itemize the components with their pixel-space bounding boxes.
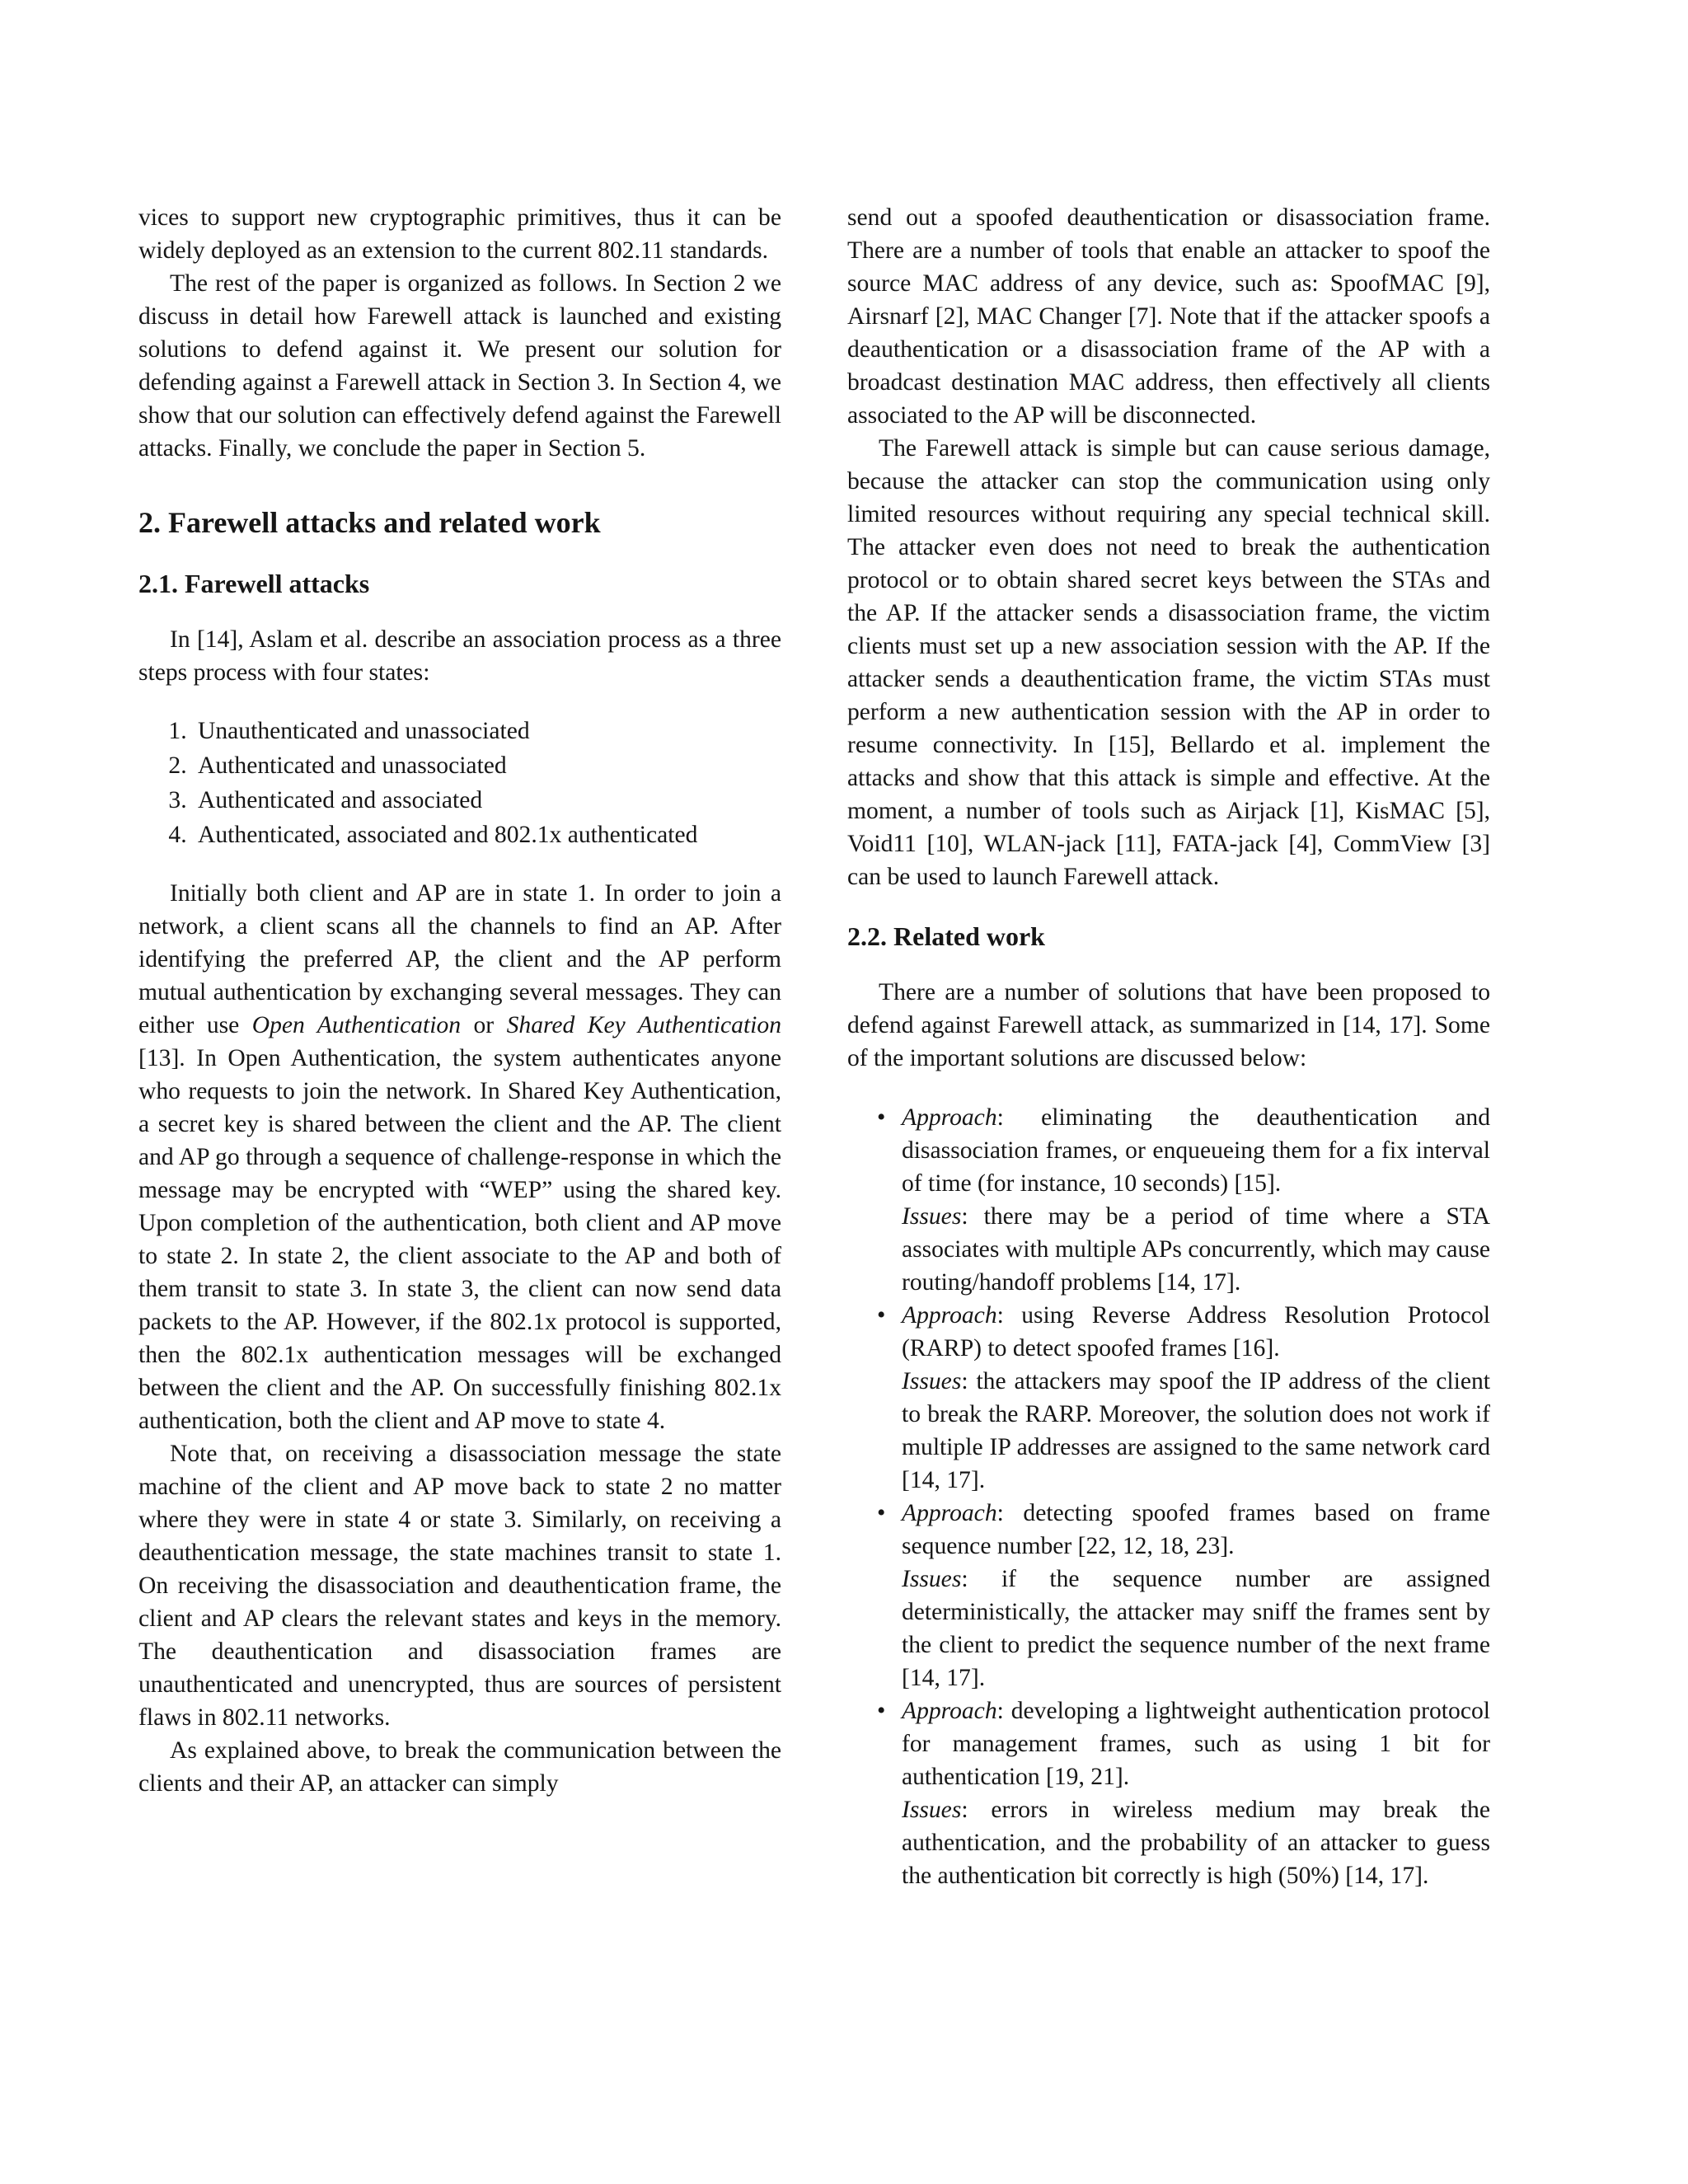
text-run: [13]. In Open Authentication, the system authenticates anyone who requests to join the network. In Shared Key Authentication, a secret key is shared between the client and the AP. The client and AP go through a sequence of challenge-response in which the message may be encrypted with “WEP” using the shared key. Upon completion of the authentication, both client and AP move to state 2. In state 2, the client associate to the AP and both of them transit to state 3. In state 3, the client can now send data packets to the AP. However, if the 802.1x protocol is supported, then the 802.1x authentication messages will be exchanged between the client and the AP. On successfully finishing 802.1x authentication, both the client and AP move to state 4. [138, 1045, 781, 1434]
list-item: 4. Authenticated, associated and 802.1x authenticated [193, 818, 781, 852]
approach-body: : using Reverse Address Resolution Protocol (RARP) to detect spoofed frames [16]. [902, 1302, 1490, 1361]
paragraph-note: Note that, on receiving a disassociation message the state machine of the client and AP move back to state 2 no matter where they were in state 4 or state 3. Similarly, on receiving a deauthentication message, the state machines transit to state 1. On receiving the disassociation and deauthentication frame, the client and AP clears the relevant states and keys in the memory. The deauthentication and disassociation frames are unauthenticated and unencrypted, thus are sources of persistent flaws in 802.11 networks. [138, 1441, 781, 1731]
list-item [847, 1101, 1490, 1299]
approach-text [902, 1299, 1490, 1365]
paragraph-solutions: There are a number of solutions that have been proposed to defend against Farewell attack, as summarized in [14, 17]. Some of the important solutions are discussed below: [847, 979, 1490, 1071]
approach-label: Approach [902, 1104, 997, 1131]
list-item [847, 1694, 1490, 1892]
list-item: 1. Unauthenticated and unassociated [193, 714, 781, 748]
approach-label: Approach [902, 1500, 997, 1526]
issues-text [902, 1563, 1490, 1694]
states-list [138, 714, 781, 852]
text-run: or [461, 1012, 507, 1038]
list-item: 2. Authenticated and unassociated [193, 748, 781, 783]
bullet-icon: • [877, 1500, 886, 1526]
bullet-icon: • [877, 1104, 886, 1131]
right-column [847, 201, 1490, 1892]
issues-text [902, 1793, 1490, 1892]
issues-text [902, 1365, 1490, 1497]
paragraph-explained: As explained above, to break the communication between the clients and their AP, an attacker can simply [138, 1737, 781, 1797]
issues-text [902, 1200, 1490, 1299]
issues-label: Issues [902, 1203, 962, 1230]
section-2-heading: 2. Farewell attacks and related work [138, 506, 601, 539]
list-item [847, 1497, 1490, 1694]
approach-text [902, 1101, 1490, 1200]
approach-body: : developing a lightweight authentication protocol for management frames, such as using 1 bit for authentication [19, 21]. [902, 1698, 1490, 1790]
issues-body: : errors in wireless medium may break the authentication, and the probability of an attacker to guess the authentication bit correctly is high (50%) [14, 17]. [902, 1797, 1490, 1889]
paragraph-aslam: In [14], Aslam et al. describe an association process as a three steps process with four states: [138, 626, 781, 686]
text-run: Initially both client and AP are in state 1. In order to join a network, a client scans all the channels to find an AP. After identifying the preferred AP, the client and the AP perform mutual authentication by exchanging several messages. They can either use [138, 880, 781, 1038]
list-item: 3. Authenticated and associated [193, 783, 781, 818]
issues-body: : if the sequence number are assigned deterministically, the attacker may sniff the frames sent by the client to predict the sequence number of the next frame [14, 17]. [902, 1566, 1490, 1691]
section-2-1-heading: 2.1. Farewell attacks [138, 569, 370, 598]
issues-label: Issues [902, 1566, 962, 1592]
approach-label: Approach [902, 1302, 997, 1329]
paragraph-organization: The rest of the paper is organized as follows. In Section 2 we discuss in detail how Farewell attack is launched and existing solutions to defend against it. We present our solution for defending against a Farewell attack in Section 3. In Section 4, we show that our solution can effectively defend against the Farewell attacks. Finally, we conclude the paper in Section 5. [138, 270, 781, 462]
approach-body: : detecting spoofed frames based on frame sequence number [22, 12, 18, 23]. [902, 1500, 1490, 1559]
issues-label: Issues [902, 1368, 962, 1394]
bullet-icon: • [877, 1698, 886, 1724]
issues-body: : there may be a period of time where a STA associates with multiple APs concurrently, which may cause routing/handoff problems [14, 17]. [902, 1203, 1490, 1296]
section-2-2-heading: 2.2. Related work [847, 921, 1045, 951]
approach-text [902, 1497, 1490, 1563]
paragraph-initially [138, 877, 781, 1437]
emphasis-shared-key-authentication: Shared Key Authentication [506, 1012, 781, 1038]
issues-body: : the attackers may spoof the IP address of the client to break the RARP. Moreover, the solution does not work if multiple IP addresses are assigned to the same network card [14, 17]. [902, 1368, 1490, 1493]
approach-label: Approach [902, 1698, 997, 1724]
solutions-list [847, 1101, 1490, 1892]
list-item [847, 1299, 1490, 1497]
left-column [138, 201, 781, 1800]
issues-label: Issues [902, 1797, 962, 1823]
paragraph-simple: The Farewell attack is simple but can cause serious damage, because the attacker can stop the communication using only limited resources without requiring any special technical skill. The attacker even does not need to break the authentication protocol or to obtain shared secret keys between the STAs and the AP. If the attacker sends a disassociation frame, the victim clients must set up a new association session with the AP. If the attacker sends a deauthentication frame, the victim STAs must perform a new authentication session with the AP in order to resume connectivity. In [15], Bellardo et al. implement the attacks and show that this attack is simple and effective. At the moment, a number of tools such as Airjack [1], KisMAC [5], Void11 [10], WLAN-jack [11], FATA-jack [4], CommView [3] can be used to launch Farewell attack. [847, 435, 1490, 890]
paragraph-spoof: send out a spoofed deauthentication or disassociation frame. There are a number of tools that enable an attacker to spoof the source MAC address of any device, such as: SpoofMAC [9], Airsnarf [2], MAC Changer [7]. Note that if the attacker spoofs a deauthentication or a disassociation frame of the AP with a broadcast destination MAC address, then effectively all clients associated to the AP will be disconnected. [847, 204, 1490, 429]
paragraph-intro-end: vices to support new cryptographic primitives, thus it can be widely deployed as an extension to the current 802.11 standards. [138, 204, 781, 264]
bullet-icon: • [877, 1302, 886, 1329]
emphasis-open-authentication: Open Authentication [251, 1012, 462, 1038]
approach-body: : eliminating the deauthentication and disassociation frames, or enqueueing them for a fix interval of time (for instance, 10 seconds) [15]. [902, 1104, 1490, 1197]
approach-text [902, 1694, 1490, 1793]
